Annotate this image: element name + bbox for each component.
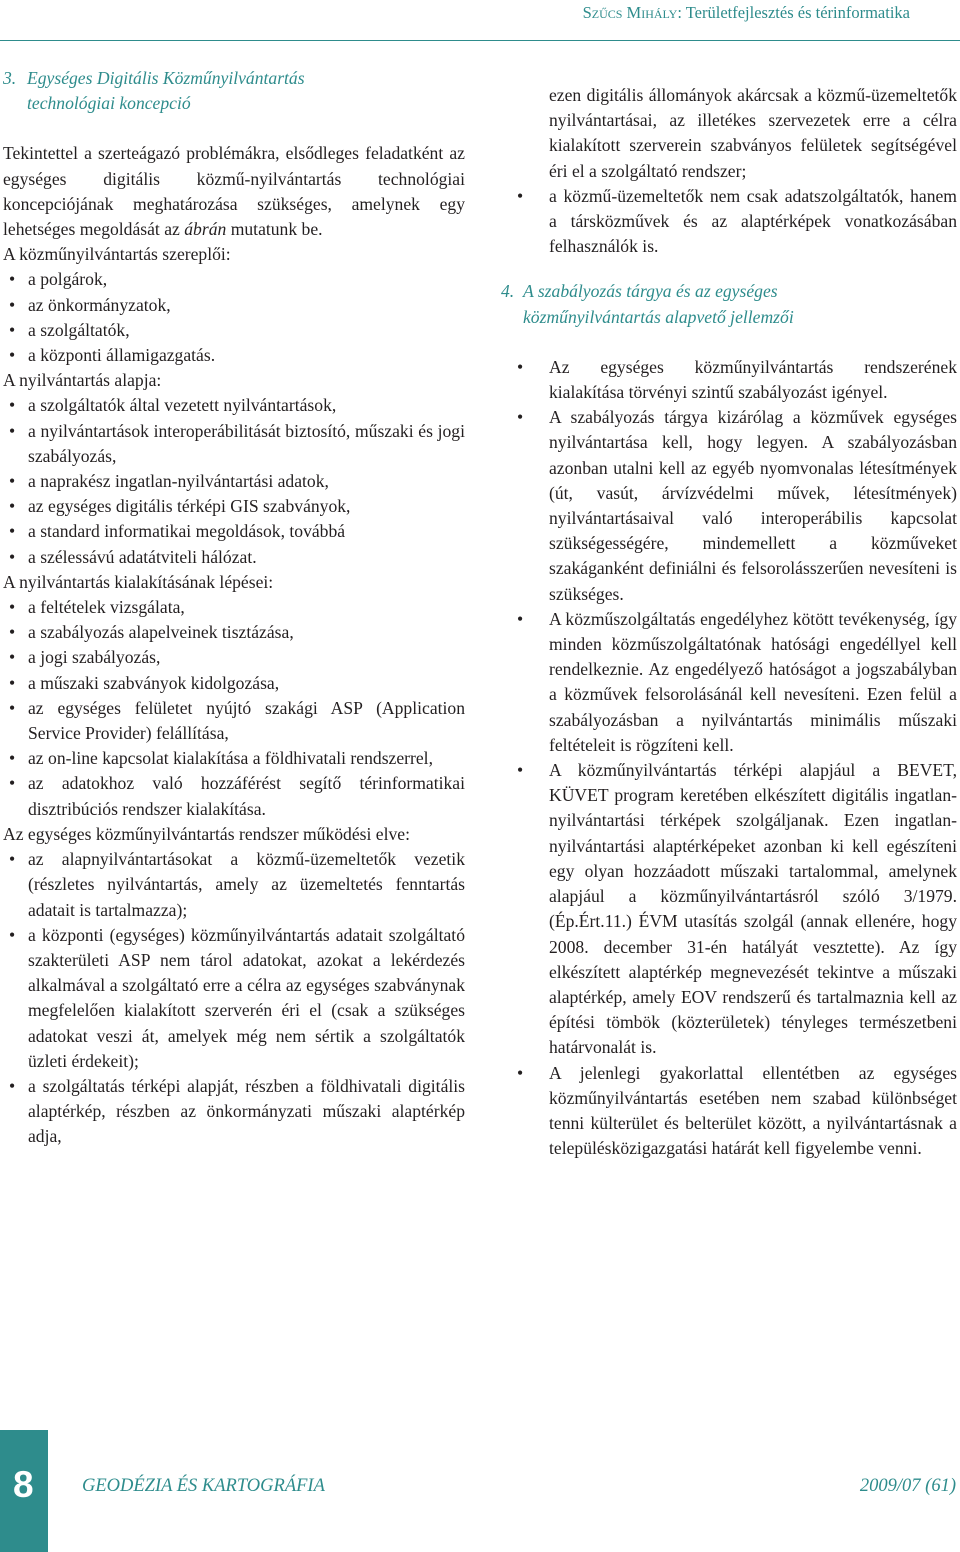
list-item: • a szélessávú adatátviteli hálózat. bbox=[9, 546, 257, 567]
list-item: • a műszaki szabványok kidolgozása, bbox=[9, 672, 280, 693]
section-4-number: 4. bbox=[501, 281, 515, 302]
page-number: 8 bbox=[13, 1464, 34, 1505]
section-4-title-line2: közműnyilvántartás alapvető jellemzői bbox=[523, 306, 794, 327]
page-footer bbox=[0, 1430, 960, 1552]
intro-emphasis: ábrán bbox=[184, 219, 227, 240]
list-item: • a központi államigazgatás. bbox=[9, 345, 216, 366]
actors-label: A közműnyilvántartás szereplői: bbox=[3, 244, 231, 265]
intro-paragraph bbox=[3, 141, 465, 242]
list-item: • Az egységes közműnyilvántartás rendszerének kialakítása törvényi szintű szabályozást igényel. bbox=[517, 356, 957, 403]
list-item-continued: ezen digitális állományok akárcsak a közmű-üzemeltetők nyilvántartásai, az illetékes szervezetek erre a célra kialakított szerverein szabványos felületek segítségével éri el a szolgáltató rendszer; bbox=[549, 85, 957, 181]
steps-label: A nyilvántartás kialakításának lépései: bbox=[3, 571, 274, 592]
journal-title: GEODÉZIA ÉS KARTOGRÁFIA bbox=[82, 1476, 325, 1496]
intro-text-end: mutatunk be. bbox=[226, 219, 323, 240]
list-item: • az adatokhoz való hozzáférést segítő térinformatikai disztribúciós rendszer kialakítása. bbox=[9, 773, 465, 819]
continued-list bbox=[501, 83, 957, 259]
list-item: • az egységes digitális térképi GIS szabványok, bbox=[9, 496, 351, 517]
header-rule bbox=[0, 40, 960, 41]
page-number-box bbox=[0, 1430, 48, 1552]
issue-number: 2009/07 (61) bbox=[859, 1476, 956, 1496]
list-item: • az egységes felületet nyújtó szakági ASP (Application Service Provider) felállítása, bbox=[9, 697, 465, 744]
section-3-title-line2: technológiai koncepció bbox=[27, 93, 191, 114]
left-column bbox=[3, 64, 465, 1150]
list-item: • A közműszolgáltatás engedélyhez kötött tevékenység, így minden közműszolgáltatónak hatósági engedéllyel kell rendelkeznie. Az engedélyező hatóságot a jogszabályban a közművek felsorolásánál kell nevesíteni. Ezen felül a szabályozásban a nyilvántartás minimális műszaki feltételeit is rögzíteni kell. bbox=[517, 608, 957, 755]
list-item: • a közmű-üzemeltetők nem csak adatszolgáltatók, hanem a társközművek és az alaptérképek vonatkozásában felhasználók is. bbox=[517, 185, 957, 257]
header-author: Szűcs Mihály: bbox=[582, 3, 682, 22]
list-item: • a szabályozás alapelveinek tisztázása, bbox=[9, 622, 294, 643]
list-item: • a feltételek vizsgálata, bbox=[9, 597, 185, 618]
list-item: • a szolgáltatás térképi alapját, részben a földhivatali digitális alaptérkép, részben az önkormányzati műszaki alaptérkép adja, bbox=[9, 1075, 465, 1147]
list-item: • a naprakész ingatlan-nyilvántartási adatok, bbox=[9, 471, 329, 492]
list-item: • A közműnyilvántartás térképi alapjául a BEVET, KÜVET program keretében elkészített digitális ingatlan-nyilvántartási térképek szolgáljanak. Ezen ingatlan-nyilvántartási alaptérképeket azonban ki kell egészíteni egy olyan hozzáadott műszaki tartalommal, amelynek alapjául a közműnyilvántartásról szóló 3/1979. (Ép.Ért.11.) ÉVM utasítás szolgál (annak ellenére, hogy 2008. december 31-én hatályát vesztette). Az így elkészített alaptérkép megnevezését tekintve a műszaki alaptérkép, amely EOV rendszerű és tartalmaznia kell az építési tömbök (közterületek) tényleges természetbeni határvonalát is. bbox=[517, 760, 957, 1058]
list-item: • a központi (egységes) közműnyilvántartás adatait szolgáltató szakterületi ASP nem tárol adatokat, azokat a lekérdezés alkalmával a szolgáltató erre a célra az egységes szabványnak megfelelően kialakított szerverén éri el (csak a szükséges adatokat veszi át, amelyek még nem sértik a szolgáltatók üzleti érdekeit); bbox=[9, 924, 465, 1071]
principles-list bbox=[3, 847, 465, 1149]
list-item: • a polgárok, bbox=[9, 269, 108, 290]
list-item: • a jogi szabályozás, bbox=[9, 647, 161, 668]
section-4-title-line1: A szabályozás tárgya és az egységes bbox=[523, 281, 778, 302]
actors-list bbox=[3, 267, 465, 368]
right-column bbox=[501, 64, 957, 1161]
basis-list bbox=[3, 393, 465, 569]
list-item: • A jelenlegi gyakorlattal ellentétben az egységes közműnyilvántartás esetében nem szabad különbséget tenni külterület és belterület között, a nyilvántartásnak a településközigazgatási határát kell figyelembe venni. bbox=[517, 1062, 957, 1159]
list-item: • az önkormányzatok, bbox=[9, 294, 171, 315]
list-item: • a standard informatikai megoldások, továbbá bbox=[9, 521, 346, 542]
list-item: • A szabályozás tárgya kizárólag a közművek egységes nyilvántartása kell, hogy legyen. A szabályozásban azonban utalni kell az egyéb nyomvonalas létesítmények (út, vasút, árvízvédelmi művek, létesítmények) nyilvántartásaival való interoperábilis kapcsolat szükségességére, mindemellett a közműveket szakáganként definiálni és felsorolásszerűen nevesíteni is szükséges. bbox=[517, 407, 957, 604]
running-header bbox=[0, 0, 960, 48]
list-item: • a nyilvántartások interoperábilitását biztosító, műszaki és jogi szabályozás, bbox=[9, 420, 465, 466]
section-3-number: 3. bbox=[3, 68, 17, 88]
section-3-heading bbox=[3, 66, 465, 116]
intro-text: Tekintettel a szerteágazó problémákra, elsődleges feladatként az egységes digitális közmű-nyilvántartás technológiai koncepciójának meghatározása szükséges, amelynek egy lehetséges megoldását az bbox=[3, 143, 465, 240]
header-title: Területfejlesztés és térinformatika bbox=[685, 3, 910, 22]
list-item: • a szolgáltatók, bbox=[9, 319, 130, 340]
principle-label: Az egységes közműnyilvántartás rendszer működési elve: bbox=[3, 823, 410, 844]
basis-label: A nyilvántartás alapja: bbox=[3, 370, 162, 391]
list-item: • a szolgáltatók által vezetett nyilvántartások, bbox=[9, 395, 337, 416]
section-4-heading bbox=[501, 279, 957, 329]
list-item: • az alapnyilvántartásokat a közmű-üzemeltetők vezetik (részletes nyilvántartás, amely az üzemeltetés fenntartás adatait is tartalmazza); bbox=[9, 849, 465, 920]
steps-list bbox=[3, 595, 465, 822]
list-item: • az on-line kapcsolat kialakítása a földhivatali rendszerrel, bbox=[9, 748, 433, 769]
section-3-title-line1: Egységes Digitális Közműnyilvántartás bbox=[27, 68, 305, 88]
regulation-list bbox=[501, 355, 957, 1162]
